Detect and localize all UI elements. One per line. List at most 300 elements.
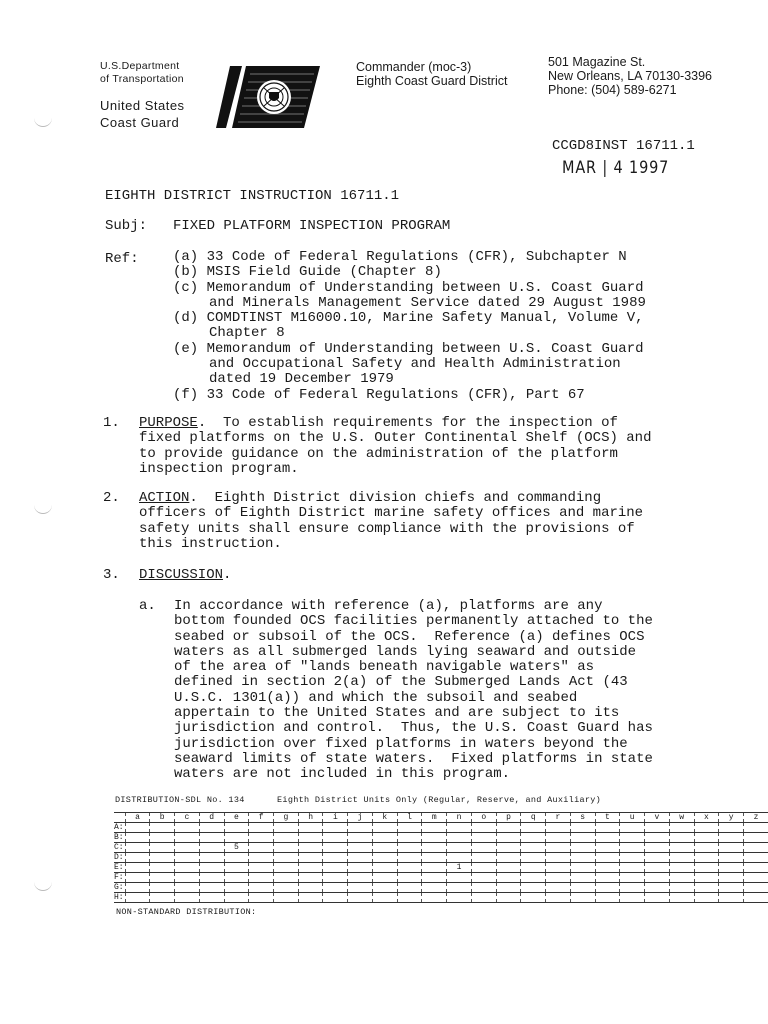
sdl-cell bbox=[719, 883, 744, 893]
sdl-column-header: q bbox=[521, 813, 546, 823]
sdl-cell bbox=[298, 863, 323, 873]
sdl-cell bbox=[743, 843, 768, 853]
sdl-cell bbox=[669, 893, 694, 903]
reference-item-cont: and Occupational Safety and Health Administration bbox=[209, 356, 621, 373]
paragraph-line: waters as all submerged lands lying seaward and outside bbox=[174, 643, 637, 660]
reference-item: (e) Memorandum of Understanding between U.S. Coast Guard bbox=[173, 340, 644, 357]
sdl-cell bbox=[694, 833, 719, 843]
sdl-cell bbox=[743, 863, 768, 873]
sdl-cell bbox=[645, 823, 670, 833]
sdl-cell bbox=[199, 873, 224, 883]
sdl-column-header: p bbox=[496, 813, 521, 823]
sdl-cell bbox=[348, 833, 373, 843]
sdl-cell bbox=[125, 843, 150, 853]
sdl-row-label: B: bbox=[114, 832, 124, 842]
reference-item: (a) 33 Code of Federal Regulations (CFR), Subchapter N bbox=[173, 249, 627, 265]
scan-mark bbox=[34, 882, 52, 891]
sdl-column-header: a bbox=[125, 813, 150, 823]
sdl-cell bbox=[199, 883, 224, 893]
reference-item-cont: dated 19 December 1979 bbox=[209, 371, 394, 388]
sdl-cell bbox=[447, 833, 472, 843]
sdl-cell bbox=[447, 873, 472, 883]
distribution-header bbox=[115, 795, 601, 805]
sdl-cell bbox=[496, 893, 521, 903]
sdl-cell bbox=[496, 853, 521, 863]
sdl-cell bbox=[372, 863, 397, 873]
sdl-cell bbox=[471, 843, 496, 853]
sdl-cell bbox=[323, 893, 348, 903]
sdl-cell bbox=[397, 883, 422, 893]
sdl-cell bbox=[496, 823, 521, 833]
sdl-cell bbox=[372, 893, 397, 903]
sdl-cell bbox=[175, 883, 200, 893]
sdl-cell bbox=[669, 853, 694, 863]
sdl-cell bbox=[397, 863, 422, 873]
sdl-cell bbox=[471, 873, 496, 883]
section-line: to provide guidance on the administration of the platform bbox=[139, 445, 618, 462]
sdl-cell bbox=[620, 863, 645, 873]
sdl-cell bbox=[249, 893, 274, 903]
sdl-cell bbox=[595, 873, 620, 883]
paragraph-line: U.S.C. 1301(a)) and which the subsoil and seabed bbox=[174, 689, 578, 706]
sdl-cell bbox=[224, 863, 249, 873]
sdl-cell bbox=[274, 893, 299, 903]
sdl-row-label: C: bbox=[114, 842, 124, 852]
department-line-2: of Transportation bbox=[100, 73, 184, 85]
sdl-row-label: F: bbox=[114, 872, 124, 882]
sdl-cell bbox=[298, 893, 323, 903]
sdl-cell bbox=[694, 893, 719, 903]
sdl-cell bbox=[570, 823, 595, 833]
sdl-cell bbox=[397, 823, 422, 833]
section-line: this instruction. bbox=[139, 535, 282, 552]
distribution-table bbox=[114, 812, 768, 903]
sdl-cell bbox=[743, 853, 768, 863]
department-name bbox=[100, 60, 184, 86]
distribution-label: DISTRIBUTION-SDL No. 134 bbox=[115, 795, 245, 805]
sdl-cell bbox=[743, 823, 768, 833]
sdl-cell bbox=[521, 893, 546, 903]
sdl-cell bbox=[249, 873, 274, 883]
sdl-cell bbox=[447, 823, 472, 833]
sdl-cell: 1 bbox=[447, 863, 472, 873]
paragraph-line: seaward limits of state waters. Fixed platforms in state bbox=[174, 750, 653, 767]
sdl-cell bbox=[175, 853, 200, 863]
sdl-cell bbox=[669, 843, 694, 853]
sdl-cell bbox=[224, 893, 249, 903]
sdl-cell bbox=[224, 823, 249, 833]
sdl-cell bbox=[175, 863, 200, 873]
sdl-cell bbox=[669, 863, 694, 873]
sdl-column-header: d bbox=[199, 813, 224, 823]
paragraph-letter: a. bbox=[139, 598, 156, 614]
section-title: PURPOSE bbox=[139, 415, 198, 431]
sdl-cell bbox=[694, 853, 719, 863]
sdl-cell bbox=[249, 833, 274, 843]
sdl-cell bbox=[521, 873, 546, 883]
sdl-cell bbox=[125, 873, 150, 883]
sdl-corner bbox=[114, 813, 125, 823]
sdl-cell bbox=[323, 873, 348, 883]
references-label: Ref: bbox=[105, 251, 139, 267]
sdl-cell bbox=[570, 863, 595, 873]
sdl-cell bbox=[323, 883, 348, 893]
scan-mark bbox=[34, 118, 52, 127]
section-title: ACTION bbox=[139, 490, 190, 506]
sdl-column-header: x bbox=[694, 813, 719, 823]
sdl-cell bbox=[694, 873, 719, 883]
address-street: 501 Magazine St. bbox=[548, 55, 646, 69]
sdl-cell bbox=[199, 823, 224, 833]
sdl-cell bbox=[348, 863, 373, 873]
sdl-cell bbox=[397, 833, 422, 843]
sdl-cell bbox=[224, 873, 249, 883]
sdl-row-label: E: bbox=[114, 862, 124, 872]
sdl-cell bbox=[422, 883, 447, 893]
sdl-cell bbox=[323, 833, 348, 843]
sdl-cell bbox=[348, 853, 373, 863]
sdl-cell bbox=[150, 873, 175, 883]
sdl-cell bbox=[298, 883, 323, 893]
sdl-cell bbox=[422, 833, 447, 843]
sdl-cell bbox=[546, 823, 571, 833]
sdl-cell bbox=[471, 823, 496, 833]
sdl-cell bbox=[298, 823, 323, 833]
sdl-cell bbox=[471, 893, 496, 903]
sdl-row-label: G: bbox=[114, 882, 124, 892]
sdl-cell bbox=[595, 853, 620, 863]
sdl-cell bbox=[471, 863, 496, 873]
sdl-column-header: e bbox=[224, 813, 249, 823]
sdl-cell bbox=[719, 873, 744, 883]
sdl-cell bbox=[620, 883, 645, 893]
reference-item: (d) COMDTINST M16000.10, Marine Safety Manual, Volume V, bbox=[173, 310, 644, 327]
sdl-cell bbox=[372, 873, 397, 883]
sdl-cell bbox=[150, 823, 175, 833]
paragraph-line: jurisdiction over fixed platforms in waters beyond the bbox=[174, 735, 628, 752]
sdl-cell bbox=[125, 863, 150, 873]
sdl-cell bbox=[323, 853, 348, 863]
sdl-cell bbox=[348, 873, 373, 883]
sdl-cell bbox=[521, 823, 546, 833]
reference-item-cont: Chapter 8 bbox=[209, 325, 285, 342]
sdl-cell bbox=[249, 843, 274, 853]
section-purpose: PURPOSE. To establish requirements for the inspection of fixed platforms on the U.S. Outer Continental Shelf (OCS) and to provide guidance on the administration of the platform inspection program. bbox=[139, 415, 652, 477]
paragraph-line: waters are not included in this program. bbox=[174, 766, 511, 783]
sdl-column-header: t bbox=[595, 813, 620, 823]
sdl-cell bbox=[546, 883, 571, 893]
sdl-cell bbox=[372, 853, 397, 863]
reference-list bbox=[173, 250, 646, 403]
section-line: officers of Eighth District marine safety offices and marine bbox=[139, 505, 644, 522]
scan-mark bbox=[34, 505, 52, 514]
sdl-cell bbox=[620, 833, 645, 843]
document-heading: EIGHTH DISTRICT INSTRUCTION 16711.1 bbox=[105, 188, 400, 204]
sdl-column-header: c bbox=[175, 813, 200, 823]
sdl-cell bbox=[595, 833, 620, 843]
sdl-column-header: s bbox=[570, 813, 595, 823]
reference-item: (f) 33 Code of Federal Regulations (CFR), Part 67 bbox=[173, 386, 585, 403]
sdl-cell bbox=[199, 853, 224, 863]
sdl-cell bbox=[199, 893, 224, 903]
reference-item: (c) Memorandum of Understanding between U.S. Coast Guard bbox=[173, 279, 644, 296]
sdl-cell bbox=[125, 853, 150, 863]
sdl-cell bbox=[471, 883, 496, 893]
sdl-cell bbox=[521, 843, 546, 853]
sdl-cell bbox=[175, 893, 200, 903]
section-number: 1. bbox=[103, 415, 120, 431]
sdl-cell bbox=[422, 863, 447, 873]
date-stamp: MAR | 4 1997 bbox=[562, 158, 670, 178]
section-line: safety units shall ensure compliance with the provisions of bbox=[139, 520, 635, 537]
sdl-cell bbox=[645, 863, 670, 873]
sdl-cell bbox=[447, 843, 472, 853]
sdl-column-header: v bbox=[645, 813, 670, 823]
sdl-cell bbox=[719, 853, 744, 863]
sdl-cell bbox=[175, 873, 200, 883]
section-title: DISCUSSION bbox=[139, 567, 224, 583]
sdl-cell bbox=[645, 873, 670, 883]
sdl-cell bbox=[595, 883, 620, 893]
sdl-cell bbox=[694, 883, 719, 893]
sdl-cell bbox=[743, 883, 768, 893]
sdl-cell bbox=[125, 833, 150, 843]
sdl-cell bbox=[496, 843, 521, 853]
sdl-cell bbox=[199, 863, 224, 873]
sdl-cell bbox=[274, 873, 299, 883]
sdl-cell bbox=[595, 863, 620, 873]
sdl-cell bbox=[595, 823, 620, 833]
sdl-cell bbox=[595, 893, 620, 903]
sdl-cell bbox=[150, 893, 175, 903]
sdl-cell bbox=[274, 883, 299, 893]
sdl-column-header: z bbox=[743, 813, 768, 823]
sdl-cell bbox=[521, 863, 546, 873]
sdl-cell bbox=[546, 863, 571, 873]
sdl-cell bbox=[546, 893, 571, 903]
sdl-cell bbox=[546, 873, 571, 883]
sdl-cell bbox=[645, 893, 670, 903]
sdl-cell bbox=[620, 893, 645, 903]
section-line: fixed platforms on the U.S. Outer Continental Shelf (OCS) and bbox=[139, 430, 652, 447]
sdl-cell bbox=[372, 843, 397, 853]
address-phone: Phone: (504) 589-6271 bbox=[548, 83, 677, 97]
agency-line-1: United States bbox=[100, 98, 185, 113]
sdl-cell bbox=[372, 883, 397, 893]
subject-text: FIXED PLATFORM INSPECTION PROGRAM bbox=[173, 218, 451, 234]
sdl-cell bbox=[298, 873, 323, 883]
sdl-column-header: u bbox=[620, 813, 645, 823]
sdl-column-header: n bbox=[447, 813, 472, 823]
instruction-number: CCGD8INST 16711.1 bbox=[552, 138, 695, 154]
sdl-cell bbox=[595, 843, 620, 853]
sdl-cell bbox=[521, 853, 546, 863]
sdl-column-header: o bbox=[471, 813, 496, 823]
agency-name bbox=[100, 97, 185, 131]
sdl-cell bbox=[298, 833, 323, 843]
sdl-cell bbox=[150, 863, 175, 873]
section-number: 2. bbox=[103, 490, 120, 506]
sdl-cell bbox=[620, 843, 645, 853]
sdl-cell bbox=[521, 883, 546, 893]
sdl-cell bbox=[719, 893, 744, 903]
commander-line-1: Commander (moc-3) bbox=[356, 60, 472, 74]
sdl-cell bbox=[694, 843, 719, 853]
sdl-cell bbox=[620, 823, 645, 833]
coast-guard-emblem-icon bbox=[216, 62, 320, 130]
sdl-column-header: f bbox=[249, 813, 274, 823]
sdl-column-header: j bbox=[348, 813, 373, 823]
sdl-column-header: m bbox=[422, 813, 447, 823]
sdl-cell: 5 bbox=[224, 843, 249, 853]
sdl-cell bbox=[249, 853, 274, 863]
paragraph-line: In accordance with reference (a), platforms are any bbox=[174, 598, 603, 614]
sdl-cell bbox=[719, 833, 744, 843]
sdl-cell bbox=[570, 833, 595, 843]
sdl-cell bbox=[471, 853, 496, 863]
paragraph-line: bottom founded OCS facilities permanently attached to the bbox=[174, 613, 653, 630]
sdl-cell bbox=[274, 833, 299, 843]
sdl-cell bbox=[645, 883, 670, 893]
sdl-column-header: b bbox=[150, 813, 175, 823]
sdl-cell bbox=[348, 893, 373, 903]
sdl-cell bbox=[645, 853, 670, 863]
sdl-cell bbox=[249, 863, 274, 873]
sdl-row-label: D: bbox=[114, 852, 124, 862]
sdl-cell bbox=[274, 823, 299, 833]
sdl-cell bbox=[348, 843, 373, 853]
sdl-cell bbox=[150, 853, 175, 863]
sdl-cell bbox=[224, 883, 249, 893]
sdl-cell bbox=[447, 883, 472, 893]
distribution-note: Eighth District Units Only (Regular, Reserve, and Auxiliary) bbox=[277, 795, 602, 805]
sdl-cell bbox=[397, 843, 422, 853]
section-action: ACTION. Eighth District division chiefs and commanding officers of Eighth District marine safety offices and marine safety units shall ensure compliance with the provisions of this instruction. bbox=[139, 490, 644, 552]
sdl-cell bbox=[546, 853, 571, 863]
sdl-cell bbox=[743, 893, 768, 903]
sdl-cell bbox=[397, 893, 422, 903]
sdl-cell bbox=[546, 833, 571, 843]
reference-item: (b) MSIS Field Guide (Chapter 8) bbox=[173, 264, 442, 281]
agency-line-2: Coast Guard bbox=[100, 115, 180, 130]
sdl-cell bbox=[224, 833, 249, 843]
sdl-cell bbox=[323, 843, 348, 853]
sdl-cell bbox=[323, 823, 348, 833]
sdl-cell bbox=[125, 883, 150, 893]
sdl-cell bbox=[719, 823, 744, 833]
discussion-paragraph-a bbox=[174, 599, 653, 783]
sdl-cell bbox=[348, 823, 373, 833]
sdl-cell bbox=[175, 833, 200, 843]
sdl-cell bbox=[694, 863, 719, 873]
sdl-cell bbox=[546, 843, 571, 853]
paragraph-line: jurisdiction and control. Thus, the U.S. Coast Guard has bbox=[174, 720, 653, 737]
sdl-cell bbox=[348, 883, 373, 893]
sdl-column-header: k bbox=[372, 813, 397, 823]
sdl-cell bbox=[496, 863, 521, 873]
sdl-cell bbox=[175, 843, 200, 853]
sdl-cell bbox=[323, 863, 348, 873]
address-city: New Orleans, LA 70130-3396 bbox=[548, 69, 712, 83]
sdl-cell bbox=[447, 893, 472, 903]
sdl-column-header: h bbox=[298, 813, 323, 823]
sdl-cell bbox=[570, 883, 595, 893]
sdl-cell bbox=[422, 853, 447, 863]
department-line-1: U.S.Department bbox=[100, 60, 180, 72]
sdl-cell bbox=[496, 883, 521, 893]
sdl-cell bbox=[422, 873, 447, 883]
sdl-cell bbox=[496, 873, 521, 883]
sdl-cell bbox=[471, 833, 496, 843]
sdl-cell bbox=[669, 833, 694, 843]
reference-item-cont: and Minerals Management Service dated 29 August 1989 bbox=[209, 294, 646, 311]
sdl-cell bbox=[669, 873, 694, 883]
paragraph-line: of the area of "lands beneath navigable waters" as bbox=[174, 659, 595, 676]
section-line: inspection program. bbox=[139, 460, 299, 477]
sdl-cell bbox=[372, 823, 397, 833]
sdl-cell bbox=[274, 853, 299, 863]
sdl-column-header: i bbox=[323, 813, 348, 823]
sdl-cell bbox=[620, 853, 645, 863]
sdl-cell bbox=[521, 833, 546, 843]
sdl-cell bbox=[224, 853, 249, 863]
commander-line-2: Eighth Coast Guard District bbox=[356, 74, 508, 88]
sdl-cell bbox=[150, 883, 175, 893]
sdl-column-header: w bbox=[669, 813, 694, 823]
section-discussion: DISCUSSION. bbox=[139, 567, 232, 583]
sdl-cell bbox=[249, 883, 274, 893]
sdl-column-header: r bbox=[546, 813, 571, 823]
sdl-cell bbox=[274, 863, 299, 873]
paragraph-line: defined in section 2(a) of the Submerged Lands Act (43 bbox=[174, 674, 628, 691]
sdl-cell bbox=[298, 853, 323, 863]
nonstandard-distribution: NON-STANDARD DISTRIBUTION: bbox=[116, 907, 257, 917]
sdl-cell bbox=[669, 883, 694, 893]
sdl-cell bbox=[422, 843, 447, 853]
sdl-cell bbox=[199, 843, 224, 853]
sdl-cell bbox=[743, 873, 768, 883]
sdl-cell bbox=[274, 843, 299, 853]
sdl-cell bbox=[669, 823, 694, 833]
paragraph-line: appertain to the United States and are subject to its bbox=[174, 705, 620, 722]
sdl-cell bbox=[397, 873, 422, 883]
sdl-column-header: y bbox=[719, 813, 744, 823]
sdl-cell bbox=[570, 893, 595, 903]
section-number: 3. bbox=[103, 567, 120, 583]
sdl-cell bbox=[719, 863, 744, 873]
sdl-cell bbox=[570, 853, 595, 863]
sdl-cell bbox=[645, 843, 670, 853]
sdl-cell bbox=[125, 893, 150, 903]
sdl-cell bbox=[125, 823, 150, 833]
sdl-cell bbox=[397, 853, 422, 863]
sdl-cell bbox=[422, 823, 447, 833]
sdl-cell bbox=[249, 823, 274, 833]
sdl-row-label: A: bbox=[114, 822, 124, 832]
sdl-cell bbox=[150, 833, 175, 843]
sdl-cell bbox=[570, 873, 595, 883]
sdl-column-header: g bbox=[274, 813, 299, 823]
sdl-cell bbox=[719, 843, 744, 853]
sdl-row-label: H: bbox=[114, 892, 124, 902]
sdl-cell bbox=[199, 833, 224, 843]
sdl-cell bbox=[150, 843, 175, 853]
sdl-cell bbox=[743, 833, 768, 843]
commander-block bbox=[356, 60, 507, 88]
sdl-cell bbox=[447, 853, 472, 863]
subject-label: Subj: bbox=[105, 218, 148, 234]
sdl-cell bbox=[496, 833, 521, 843]
